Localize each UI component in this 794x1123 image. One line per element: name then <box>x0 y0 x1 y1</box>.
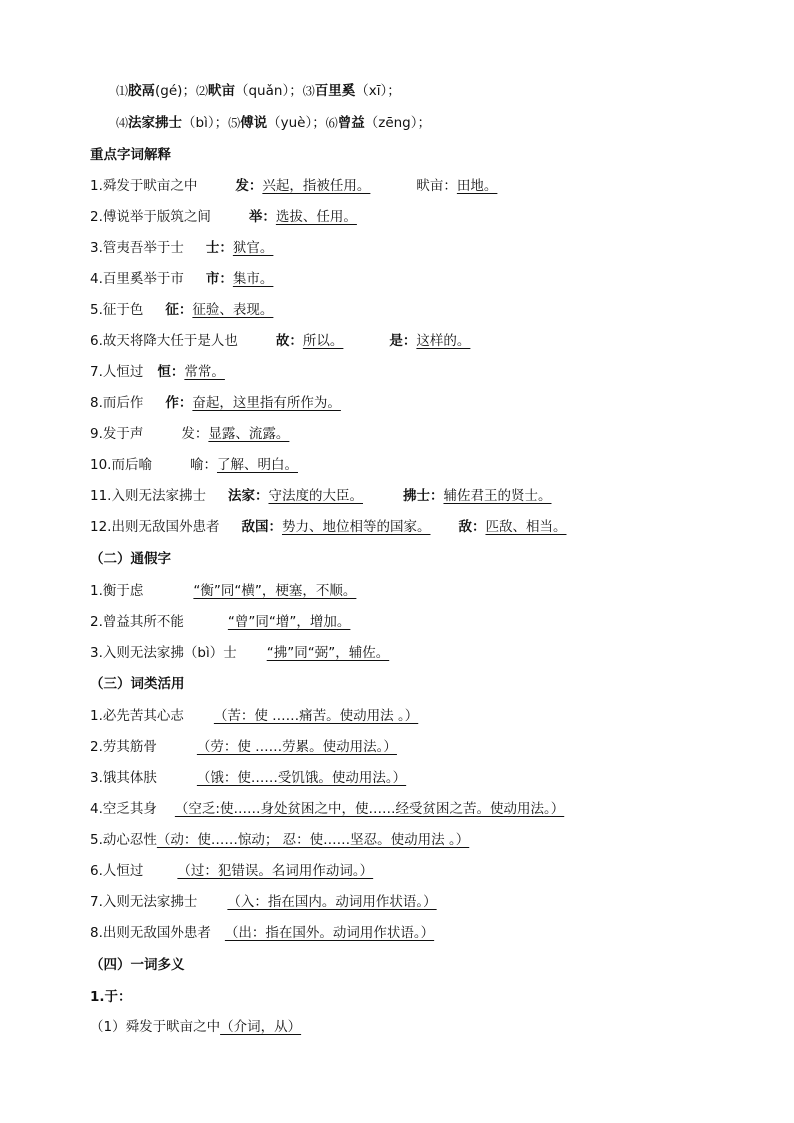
separator: ； <box>289 83 303 99</box>
definition: 田地。 <box>456 178 498 194</box>
term: 发： <box>181 426 209 442</box>
definition: 所以。 <box>302 333 344 349</box>
item-number: 1. <box>90 583 103 599</box>
item-number: 1. <box>90 178 103 194</box>
item-quote: 而后喻 <box>111 457 152 473</box>
definition: 征验、表现。 <box>192 302 274 318</box>
pinyin-num: ⑸ <box>228 116 241 130</box>
separator: ； <box>417 115 432 131</box>
section-heading-duoyi: （四）一词多义 <box>90 957 185 973</box>
paren: ( <box>155 83 161 99</box>
term: 市： <box>205 271 233 287</box>
term: 恒： <box>157 364 185 380</box>
definition: 守法度的大臣。 <box>268 488 363 504</box>
huoyong-item <box>90 924 434 942</box>
keyword-item <box>90 239 273 257</box>
paren: ） <box>282 83 290 99</box>
keyword-item <box>90 518 566 536</box>
pinyin-word: 傅说 <box>240 115 268 131</box>
term: 敌国： <box>241 519 282 535</box>
paren: ） <box>305 115 313 131</box>
definition: 兴起，指被任用。 <box>262 178 371 194</box>
term: 士： <box>205 240 233 256</box>
definition: 了解、明白。 <box>216 457 298 473</box>
definition: 奋起，这里指有所作为。 <box>192 395 341 411</box>
term: 是： <box>389 333 417 349</box>
pinyin-reading: zēng <box>378 115 411 131</box>
keyword-item <box>90 270 273 288</box>
pinyin-word: 胶鬲 <box>128 83 156 99</box>
huoyong-item <box>90 707 418 725</box>
item-number: 12. <box>90 519 112 535</box>
pinyin-line-2 <box>116 114 431 132</box>
answer: （苦：使 ……痛苦。使动用法 。） <box>213 708 419 724</box>
item-quote: 空乏其身 <box>102 801 157 817</box>
answer: （动：使……惊动； 忍：使……坚忍。使动用法 。） <box>156 832 470 848</box>
paren: （ <box>364 115 379 131</box>
definition: 势力、地位相等的国家。 <box>281 519 431 535</box>
item-quote: 管夷吾举于士 <box>102 240 184 256</box>
pinyin-num: ⑵ <box>195 84 208 98</box>
definition: 狱官。 <box>232 240 274 256</box>
section-heading-keywords: 重点字词解释 <box>90 147 171 163</box>
huoyong-item <box>90 862 373 880</box>
answer: （空乏:使……身处贫困之中，使……经受贫困之苦。使动用法。） <box>174 801 565 817</box>
item-number: 11. <box>90 488 112 504</box>
answer: （过：犯错误。名词用作动词。） <box>177 863 374 879</box>
item-quote: 入则无法家拂（bì）士 <box>102 645 237 661</box>
answer: （饿：使……受饥饿。使动用法。） <box>196 770 407 786</box>
term: 发： <box>235 178 263 194</box>
pinyin-num: ⑹ <box>325 116 338 130</box>
paren: ） <box>207 115 215 131</box>
huoyong-item <box>90 893 437 911</box>
item-quote: 舜发于畎亩之中 <box>102 178 198 194</box>
keyword-item <box>90 425 289 443</box>
pinyin-line-1 <box>116 82 401 100</box>
definition: 这样的。 <box>416 333 471 349</box>
pinyin-word: 法家拂士 <box>128 115 183 131</box>
item-number: 2. <box>90 614 103 630</box>
pinyin-num: ⑴ <box>116 84 129 98</box>
answer: “衡”同“横”，梗塞，不顺。 <box>193 583 357 599</box>
pinyin-num: ⑶ <box>302 84 315 98</box>
term: 征： <box>165 302 193 318</box>
answer: （入：指在国内。动词用作状语。） <box>227 894 437 910</box>
keyword-item <box>90 208 357 226</box>
item-quote: 而后作 <box>102 395 144 411</box>
term: 法家： <box>227 488 269 504</box>
item-number: 5. <box>90 832 103 848</box>
item-quote: 衡于虑 <box>102 583 144 599</box>
item-quote: 劳其筋骨 <box>102 739 157 755</box>
pinyin-num: ⑷ <box>116 116 129 130</box>
term: 拂士： <box>402 488 444 504</box>
huoyong-item <box>90 769 406 787</box>
term: 敌： <box>458 519 486 535</box>
item-number: 5. <box>90 302 103 318</box>
keyword-item <box>90 363 225 381</box>
item-quote: 出则无敌国外患者 <box>111 519 220 535</box>
definition: 显露、流露。 <box>208 426 290 442</box>
tongjia-item <box>90 613 350 631</box>
keyword-item <box>90 394 341 412</box>
item-number: 3. <box>90 645 103 661</box>
duoyi-item <box>90 1018 301 1036</box>
keyword-item <box>90 332 470 350</box>
pinyin-reading: yuè <box>280 115 306 131</box>
huoyong-item <box>90 800 564 818</box>
item-number: 3. <box>90 240 103 256</box>
item-number: 8. <box>90 925 103 941</box>
term: 喻： <box>189 457 217 473</box>
item-quote: 曾益其所不能 <box>102 614 184 630</box>
pinyin-word: 曾益 <box>337 115 365 131</box>
item-number: 6. <box>90 863 103 879</box>
keyword-item <box>90 456 298 474</box>
pinyin-reading: xī <box>368 83 381 99</box>
item-number: 7. <box>90 364 103 380</box>
separator: ； <box>387 83 401 99</box>
item-quote: 傅说举于版筑之间 <box>102 209 211 225</box>
pinyin-word: 百里奚 <box>314 83 356 99</box>
item-number: 2. <box>90 209 103 225</box>
definition: 集市。 <box>232 271 274 287</box>
definition: 选拔、任用。 <box>275 209 357 225</box>
item-number: 9. <box>90 426 103 442</box>
separator: ； <box>214 115 229 131</box>
term: 畎亩： <box>416 178 457 194</box>
definition: 常常。 <box>184 364 225 380</box>
separator: ； <box>312 115 326 131</box>
item-number: 6. <box>90 333 103 349</box>
item-quote: 人恒过 <box>102 364 144 380</box>
item-quote: 发于声 <box>102 426 144 442</box>
paren: ） <box>380 83 388 99</box>
item-number: 7. <box>90 894 103 910</box>
item-quote: 入则无法家拂士 <box>102 894 198 910</box>
item-quote: 出则无敌国外患者 <box>102 925 211 941</box>
duoyi-subheading: 1.于： <box>90 989 132 1005</box>
separator: ； <box>182 83 196 99</box>
item-quote: 百里奚举于市 <box>102 271 184 287</box>
keyword-item <box>90 177 497 195</box>
paren: ） <box>410 115 418 131</box>
section-heading-tongjia: （二）通假字 <box>90 551 171 567</box>
paren: （ <box>267 115 281 131</box>
item-number: 1. <box>90 708 103 724</box>
item-number: 3. <box>90 770 103 786</box>
answer: （出：指在国外。动词用作状语。） <box>224 925 435 941</box>
item-number: 4. <box>90 271 103 287</box>
paren: （ <box>182 115 196 131</box>
item-number: 8. <box>90 395 103 411</box>
item-quote: 必先苦其心志 <box>102 708 184 724</box>
item-quote: 入则无法家拂士 <box>111 488 206 504</box>
item-quote: 动心忍性 <box>102 832 157 848</box>
keyword-item <box>90 301 273 319</box>
section-heading-huoyong: （三）词类活用 <box>90 676 185 692</box>
huoyong-item <box>90 738 397 756</box>
term: 作： <box>165 395 193 411</box>
pinyin-word: 畎亩 <box>207 83 235 99</box>
item-number: （1） <box>90 1019 126 1035</box>
huoyong-item <box>90 831 469 849</box>
item-quote: 故天将降大任于是人也 <box>102 333 238 349</box>
answer: （介词，从） <box>220 1019 302 1035</box>
item-number: 10. <box>90 457 112 473</box>
term: 故： <box>275 333 303 349</box>
keyword-item <box>90 487 551 505</box>
definition: 辅佐君王的贤士。 <box>443 488 552 504</box>
paren: ) <box>177 83 183 99</box>
pinyin-reading: gé <box>160 83 178 99</box>
definition: 匹敌、相当。 <box>485 519 567 535</box>
paren: （ <box>234 83 249 99</box>
item-quote: 饿其体肤 <box>102 770 157 786</box>
term: 举： <box>248 209 276 225</box>
tongjia-item <box>90 582 356 600</box>
item-quote: 舜发于畎亩之中 <box>125 1019 221 1035</box>
item-number: 4. <box>90 801 103 817</box>
paren: （ <box>355 83 369 99</box>
pinyin-reading: bì <box>195 115 208 131</box>
item-quote: 征于色 <box>102 302 144 318</box>
item-number: 2. <box>90 739 103 755</box>
answer: “曾”同“增”，增加。 <box>227 614 351 630</box>
item-quote: 人恒过 <box>102 863 144 879</box>
tongjia-item <box>90 644 389 662</box>
answer: “拂”同“弼”，辅佐。 <box>266 645 390 661</box>
pinyin-reading: quǎn <box>248 83 283 99</box>
answer: （劳：使 ……劳累。使动用法。） <box>196 739 397 755</box>
